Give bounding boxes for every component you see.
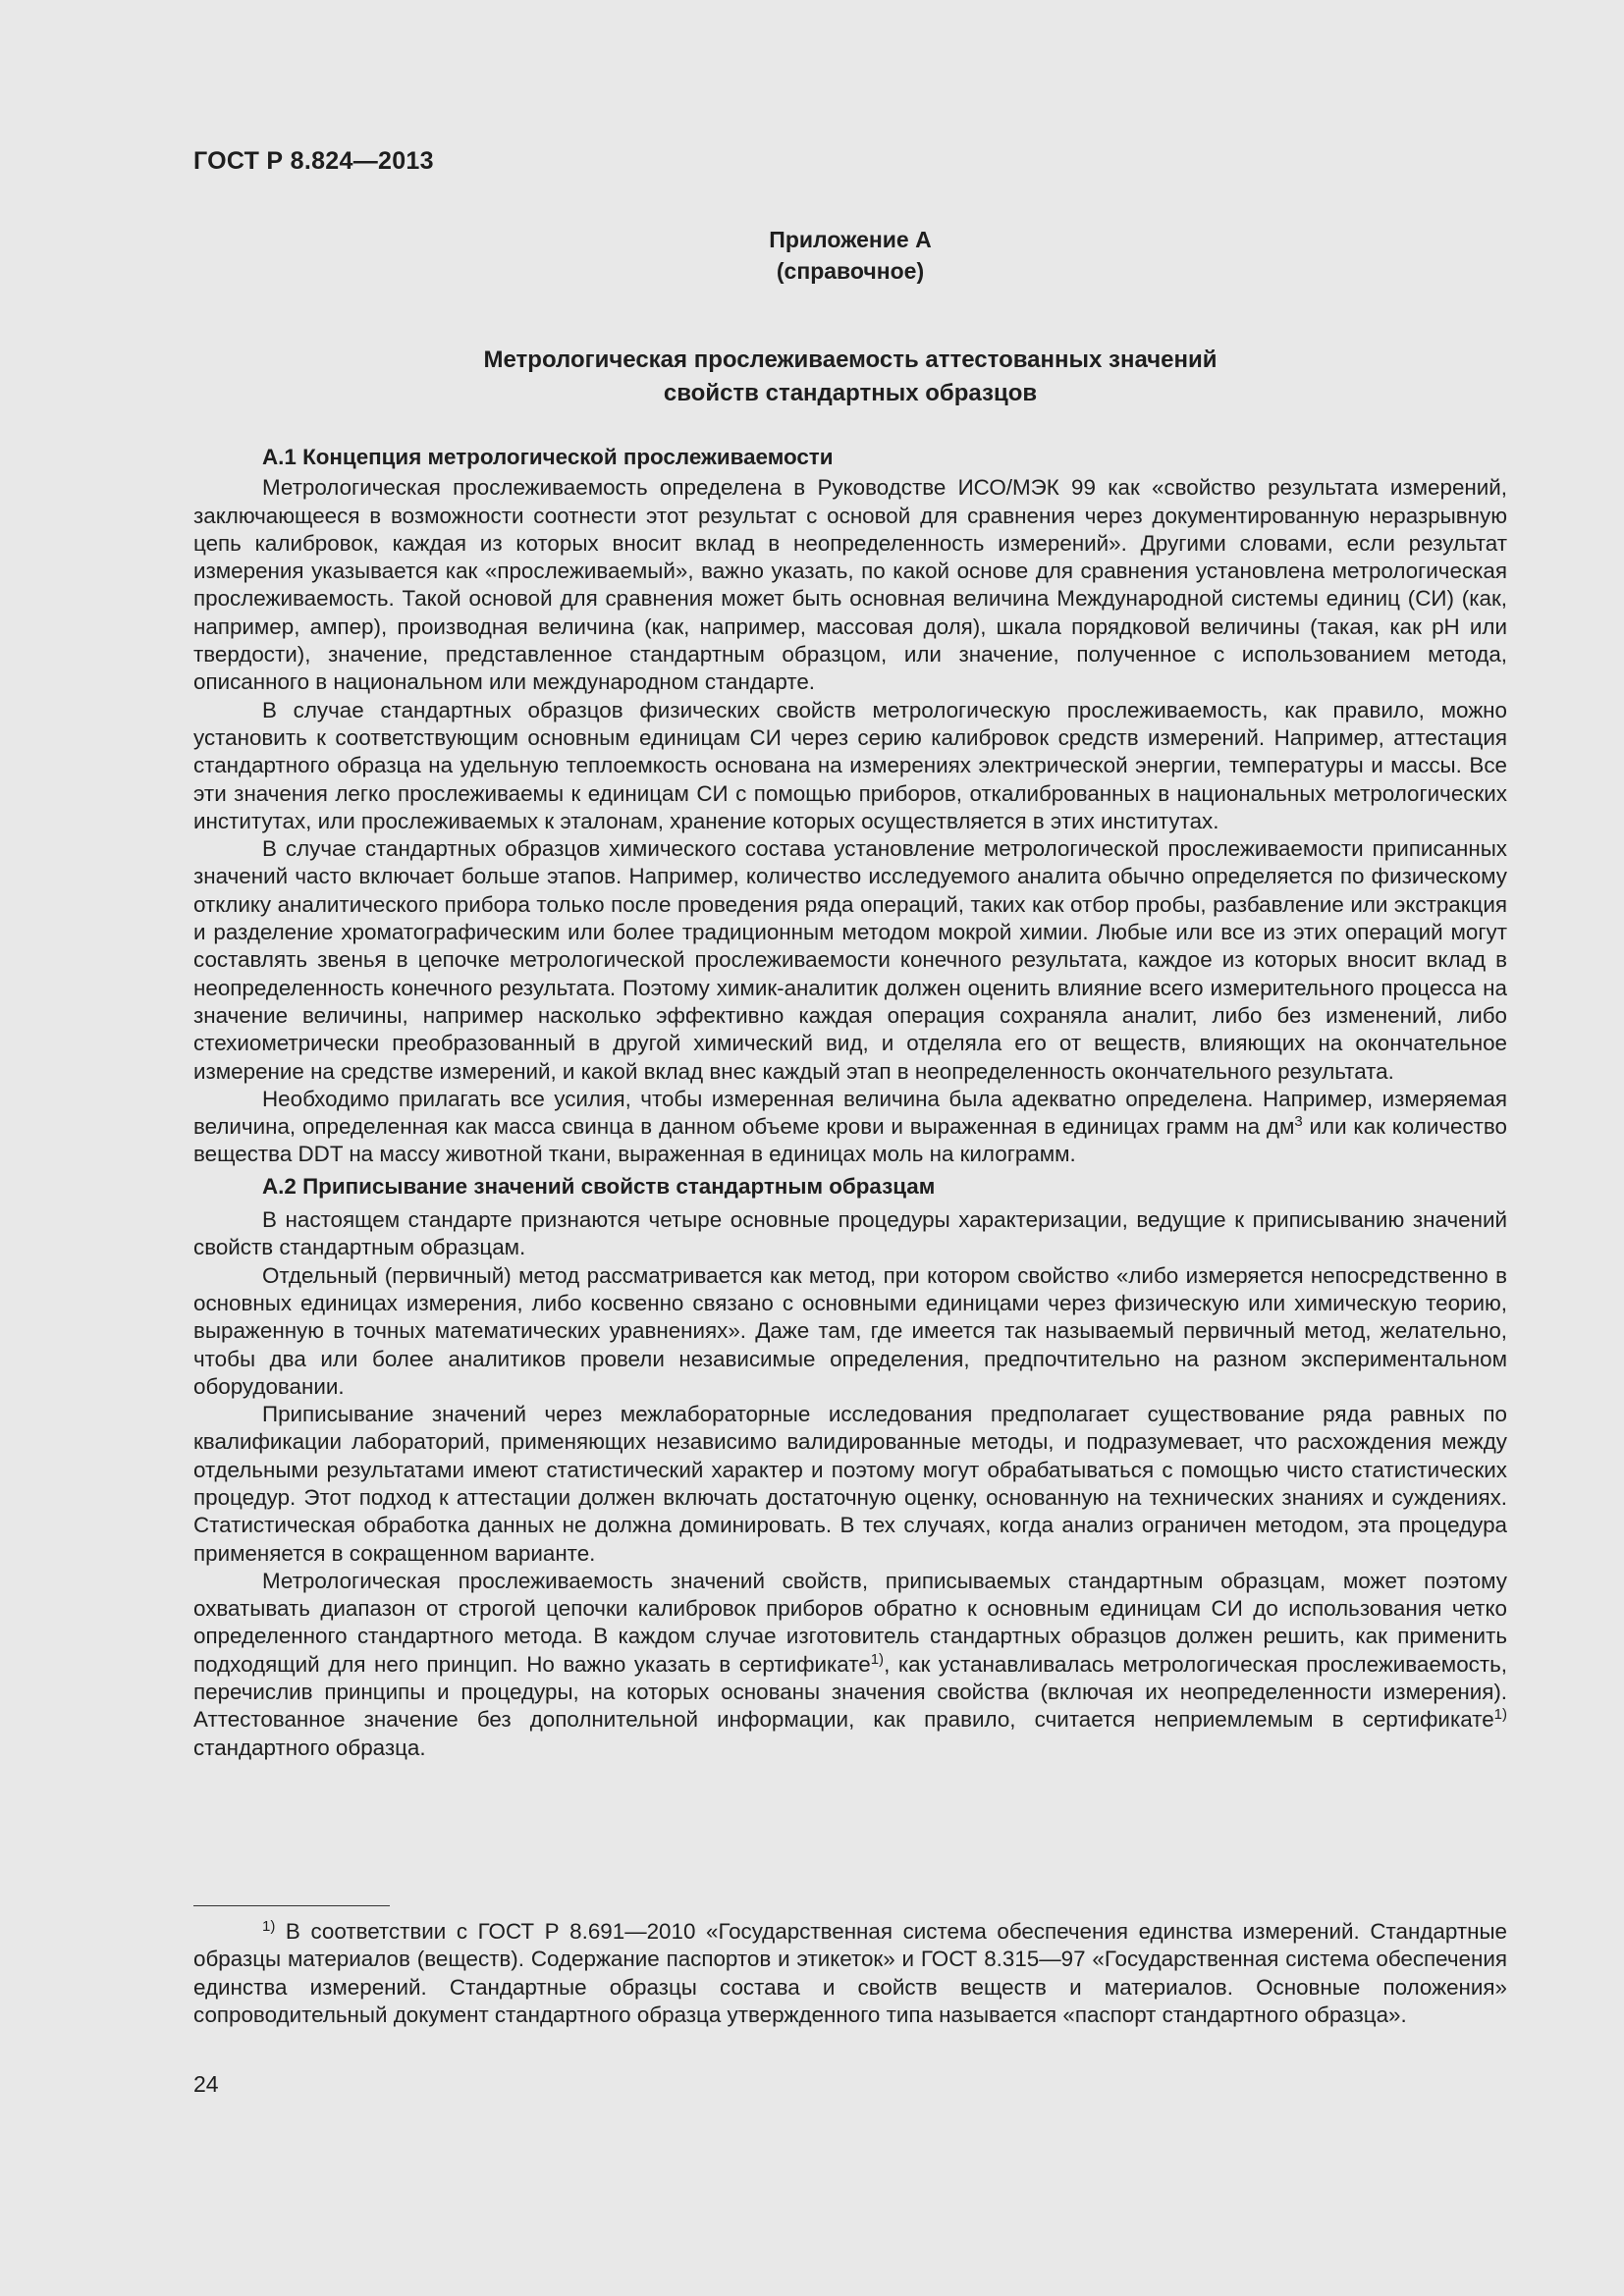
paragraph: В настоящем стандарте признаются четыре основные процедуры характеризации, ведущие к приписыванию значений свойств стандартным образцам. <box>193 1207 1507 1260</box>
paragraph: Отдельный (первичный) метод рассматривается как метод, при котором свойство «либо измеряется непосредственно в основных единицах измерения, либо косвенно связано с основными единицами через физическую или химическую теорию, выраженную в точных математических уравнениях». Даже там, где имеется так называемый первичный метод, желательно, чтобы два или более аналитиков провели независимые определения, предпочтительно на разном экспериментальном оборудовании. <box>193 1262 1507 1399</box>
document-header: ГОСТ Р 8.824—2013 <box>193 147 434 175</box>
footnote-ref: 1) <box>1493 1706 1507 1724</box>
footnote-divider <box>193 1905 390 1906</box>
footnote-ref: 1) <box>870 1650 885 1668</box>
document-title <box>193 344 1507 410</box>
body-text <box>193 444 1507 1762</box>
footnote <box>193 1918 1507 2029</box>
footnote-text: В соответствии с ГОСТ Р 8.691—2010 «Государственная система обеспечения единства измерений. Стандартные образцы материалов (веществ). Содержание паспортов и этикеток» и ГОСТ 8.315—97 «Государственная система обеспечения единства измерений. Стандартные образцы состава и свойств веществ и материалов. Основные положения» сопроводительный документ стандартного образца утвержденного типа называется «паспорт стандартного образца». <box>193 1919 1507 2027</box>
paragraph <box>193 1086 1507 1169</box>
superscript: 3 <box>1294 1113 1303 1131</box>
appendix-label: Приложение А <box>769 227 932 252</box>
footnote-marker: 1) <box>262 1918 276 1935</box>
section-heading-a1: А.1 Концепция метрологической прослеживаемости <box>262 445 834 469</box>
title-line-1: Метрологическая прослеживаемость аттестованных значений <box>483 347 1218 373</box>
text-run: Метрологическая прослеживаемость значений свойств, приписываемых стандартным образцам, может поэтому охватывать диапазон от строгой цепочки калибровок приборов обратно к основным единицам СИ до использования четко определенного стандартного метода. В каждом случае изготовитель стандартных образцов должен решить, как применить подходящий для него принцип. Но важно указать в сертификате <box>193 1568 1507 1677</box>
paragraph: Приписывание значений через межлабораторные исследования предполагает существование ряда равных по квалификации лабораторий, применяющих независимо валидированные методы, и подразумевает, что расхождения между отдельными результатами имеют статистический характер и поэтому могут обрабатываться с помощью чисто статистических процедур. Этот подход к аттестации должен включать достаточную оценку, основанную на технических знаниях и суждениях. Статистическая обработка данных не должна доминировать. В тех случаях, когда анализ ограничен методом, эта процедура применяется в сокращенном варианте. <box>193 1402 1507 1566</box>
paragraph <box>193 1568 1507 1762</box>
text-run: , как устанавливалась метрологическая прослеживаемость, перечислив принципы и процедуры, на которых основаны значения свойства (включая их неопределенности измерения). Аттестованное значение без дополнительной информации, как правило, считается неприемлемым в сертификате <box>193 1651 1507 1733</box>
section-heading-a2: А.2 Приписывание значений свойств стандартным образцам <box>262 1173 936 1199</box>
paragraph: В случае стандартных образцов химического состава установление метрологической прослеживаемости приписанных значений часто включает больше этапов. Например, количество исследуемого аналита обычно определяется по физическому отклику аналитического прибора только после проведения ряда операций, таких как отбор пробы, разбавление или экстракция и разделение хроматографическим или более традиционным методом мокрой химии. Любые или все из этих операций могут составлять звенья в цепочке метрологической прослеживаемости конечного результата, каждое из которых вносит вклад в неопределенность конечного результата. Поэтому химик-аналитик должен оценить влияние всего измерительного процесса на значение величины, например насколько эффективно каждая операция сохраняла аналит, либо без изменений, либо стехиометрически преобразованный в другой химический вид, и отделяла его от веществ, влияющих на окончательное измерение на средстве измерений, и какой вклад внес каждый этап в неопределенность окончательного результата. <box>193 836 1507 1084</box>
paragraph: Метрологическая прослеживаемость определена в Руководстве ИСО/МЭК 99 как «свойство результата измерений, заключающееся в возможности соотнести этот результат с основой для сравнения через документированную неразрывную цепь калибровок, каждая из которых вносит вклад в неопределенность измерений». Другими словами, если результат измерения указывается как «прослеживаемый», важно указать, по какой основе для сравнения установлена метрологическая прослеживаемость. Такой основой для сравнения может быть основная величина Международной системы единиц (СИ) (как, например, ампер), производная величина (как, например, массовая доля), шкала порядковой величины (такая, как pH или твердости), значение, представленное стандартным образцом, или значение, полученное с использованием метода, описанного в национальном или международном стандарте. <box>193 475 1507 695</box>
page-number: 24 <box>193 2071 219 2097</box>
title-line-2: свойств стандартных образцов <box>663 380 1038 406</box>
text-run: стандартного образца. <box>193 1735 426 1760</box>
appendix-status: (справочное) <box>776 258 925 284</box>
paragraph: В случае стандартных образцов физических свойств метрологическую прослеживаемость, как правило, можно установить к соответствующим основным единицам СИ через серию калибровок средств измерений. Например, аттестация стандартного образца на удельную теплоемкость основана на измерениях электрической энергии, температуры и массы. Все эти значения легко прослеживаемы к единицам СИ с помощью приборов, откалиброванных в национальных метрологических институтах, или прослеживаемых к эталонам, хранение которых осуществляется в этих институтах. <box>193 697 1507 833</box>
text-run: Необходимо прилагать все усилия, чтобы измеренная величина была адекватно определена. Например, измеряемая величина, определенная как масса свинца в данном объеме крови и выраженная в единицах грамм на дм <box>193 1086 1507 1140</box>
text-run: или как количество вещества DDT на массу животной ткани, выраженная в единицах моль на килограмм. <box>193 1114 1508 1167</box>
appendix-block <box>193 224 1507 287</box>
